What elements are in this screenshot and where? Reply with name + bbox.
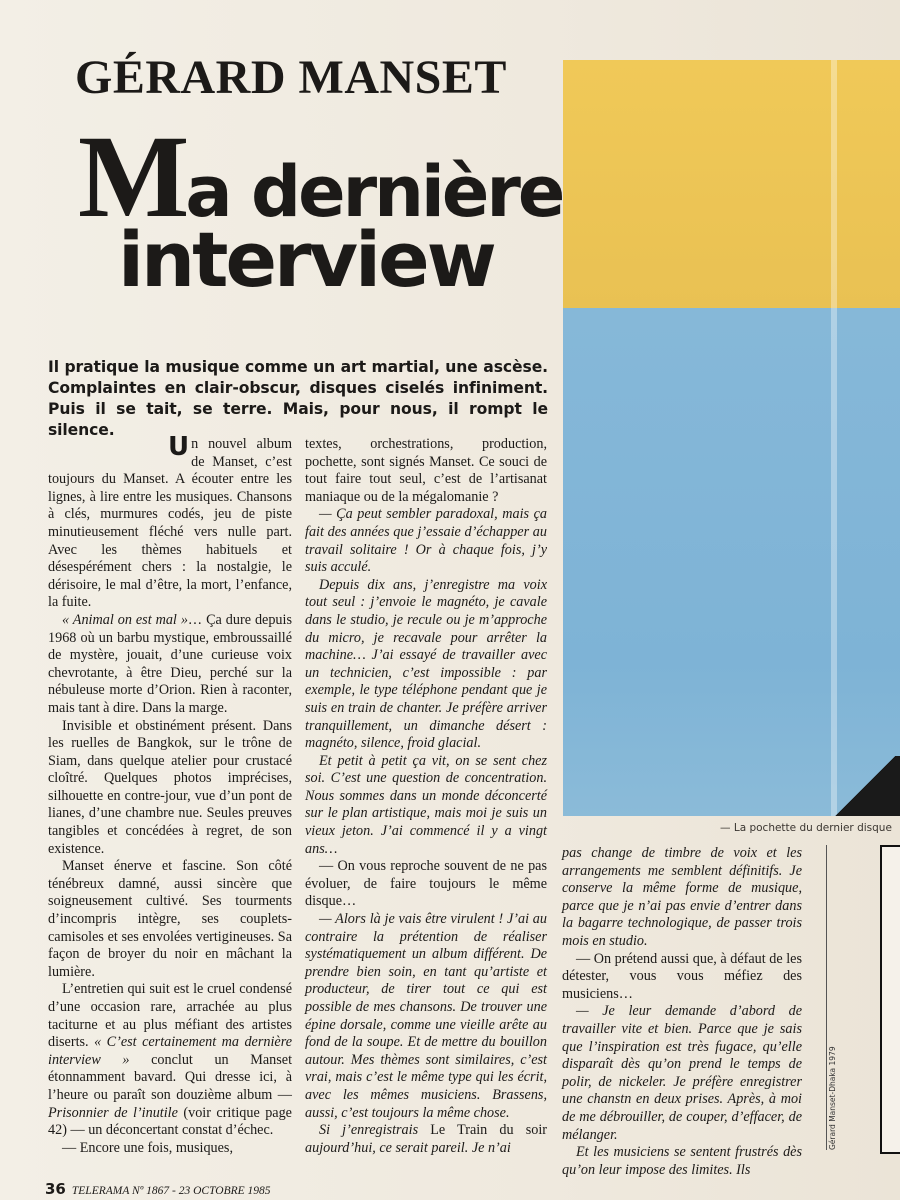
paragraph-text: n nouvel album de Manset, c’est toujours du Manset. A écouter entre les lignes, à lire entre les musiques. Chansons à clés, murmures codés, jeu de piste minutieusement fléché vers nulle part. Avec les thèmes habituels et désespérément chers : la nostalgie, le dérisoire, le mal d’être, la mort, l’enfance, la fuite.	[48, 436, 292, 611]
album-title: Prisonnier de l’inutile	[48, 1104, 178, 1121]
paragraph-text: aujourd’hui, ce serait pareil. Je n’ai	[305, 1139, 511, 1156]
song-title: Le Train du soir	[418, 1122, 547, 1139]
paragraph-text: L’entretien qui suit est le cruel condensé d’une occasion rare, arrachée au plus taciturne et au plus méfiant des artistes diserts.	[48, 981, 292, 1051]
photo-fold-crease	[831, 60, 837, 816]
column-rule	[826, 845, 827, 1150]
page-footer	[45, 1180, 271, 1199]
article-column-2	[305, 436, 547, 1157]
photo-credit: Gérard Manset-Dhaka 1979	[828, 1046, 837, 1150]
photo-dark-corner	[830, 756, 900, 816]
sidebar-box-edge	[880, 845, 900, 1154]
paragraph	[305, 1122, 547, 1157]
paragraph: — Je leur demande d’abord de travailler vite et bien. Parce que je sais que l’inspiration est très fugace, qu’elle disparaît dès qu’on prend le temps de polir, de nickeler. Je préfère enregistrer une chanstn en deux prises. Après, à moi de me débrouiller, de couper, d’effacer, de mélanger.	[562, 1003, 802, 1143]
paragraph	[48, 612, 292, 718]
paragraph: Manset énerve et fascine. Son côté ténébreux damné, aussi sincère que soigneusement cultivé. Ses tourments d’incompris intègre, ses couplets-camisoles et ses envolées vertigineuses. Sa façon de broyer du noir en mâchant la lumière.	[48, 858, 292, 980]
photo-yellow-band	[563, 60, 900, 308]
paragraph: Et les musiciens se sentent frustrés dès qu’on leur impose des limites. Ils	[562, 1144, 802, 1178]
paragraph-text: … Ça dure depuis 1968 où un barbu mystique, embroussaillé de mystère, jouait, d’une curieuse voix chevrotante, à être Dieu, perché sur la nébuleuse morte d’Orion. Rien à raconter, mais tant à dire. Dans la marge.	[48, 611, 292, 716]
headline-line2: interview	[118, 215, 494, 304]
paragraph: textes, orchestrations, production, pochette, sont signés Manset. Ce souci de tout faire tout seul, c’est de l’artisanat maniaque ou de la mégalomanie ?	[305, 436, 547, 505]
album-cover-photo	[563, 60, 900, 816]
paragraph	[48, 432, 292, 612]
paragraph: — Encore une fois, musiques,	[62, 1139, 234, 1156]
photo-blue-band	[563, 308, 900, 816]
article-column-3	[562, 845, 802, 1179]
lede-paragraph: Il pratique la musique comme un art martial, une ascèse. Complaintes en clair-obscur, disques ciselés infiniment. Puis il se tait, se terre. Mais, pour nous, il rompt le silence.	[48, 358, 548, 439]
drop-cap: U	[168, 432, 190, 462]
paragraph	[48, 981, 292, 1139]
paragraph: pas change de timbre de voix et les arrangements me semblent définitifs. Je conserve la même forme de musique, parce que je n’ai pas envie d’entrer dans la bagarre technologique, de passer trois mois en studio.	[562, 845, 802, 949]
page-number: 36	[45, 1180, 66, 1198]
kicker-heading: GÉRARD MANSET	[75, 51, 507, 104]
paragraph: — Alors là je vais être virulent ! J’ai au contraire la prétention de réaliser systématiquement un album différent. De prendre bien soin, en tant qu’artiste et producteur, de tirer tout ce qui est possible de mes chansons. De trouver une épine dorsale, comme une vieille arête au fond de la soupe. Et de mettre du bouillon autour. Mes thèmes sont similaires, c’est vrai, mais c’est le même type qui les écrit, avec les mêmes musiciens. Brassens, aussi, c’est toujours la même chose.	[305, 911, 547, 1121]
paragraph: Invisible et obstinément présent. Dans les ruelles de Bangkok, sur le trône de Siam, dans quelque atelier pour crustacé cloîtré. Quelques photos imprécises, silhouette en contre-jour, vue d’un pont de lianes, d’une chambre nue. Seules preuves tangibles et concédées à regret, de son existence.	[48, 717, 292, 857]
quote-text: « C’est certainement ma dernière interview »	[48, 1034, 292, 1068]
paragraph: — Ça peut sembler paradoxal, mais ça fait des années que j’essaie d’échapper au travail solitaire ! Or à chaque fois, j’y suis acculé.	[305, 506, 547, 576]
article-column-1	[48, 432, 293, 1157]
paragraph-text: Si j’enregistrais	[319, 1122, 419, 1139]
headline-rest: a dernière	[185, 151, 563, 233]
publication-line: TELERAMA Nº 1867 - 23 OCTOBRE 1985	[71, 1185, 271, 1197]
paragraph: — On vous reproche souvent de ne pas évoluer, de faire toujours le même disque…	[305, 858, 547, 910]
quote-text: « Animal on est mal »	[62, 611, 188, 628]
paragraph: Et petit à petit ça vit, on se sent chez soi. C’est une question de concentration. Nous sommes dans un monde déconcerté sur le plan artistique, mais moi je suis un vieux jeton. J’ai commencé il y a vingt ans…	[305, 752, 547, 857]
paragraph-text: conclut un Manset étonnamment bavard. Qui dresse ici, à l’heure ou paraît son douzième album —	[48, 1051, 293, 1103]
paragraph: — On prétend aussi que, à défaut de les détester, vous vous méfiez des musiciens…	[562, 950, 802, 1002]
photo-caption: — La pochette du dernier disque	[720, 822, 892, 834]
paragraph-text: (voir critique page 42) — un déconcertant constat d’échec.	[48, 1104, 292, 1139]
headline-initial: M	[78, 111, 186, 242]
paragraph: Depuis dix ans, j’enregistre ma voix tout seul : j’envoie le magnéto, je cavale dans le studio, je recule ou je m’approche du micro, je recavale pour arrêter la machine… J’ai essayé de travailler avec un technicien, c’est impossible : par exemple, le type téléphone pendant que je suis en train de chanter. Je préfère arriver tranquillement, un dimanche désert : magnéto, silence, froid glacial.	[305, 576, 547, 752]
